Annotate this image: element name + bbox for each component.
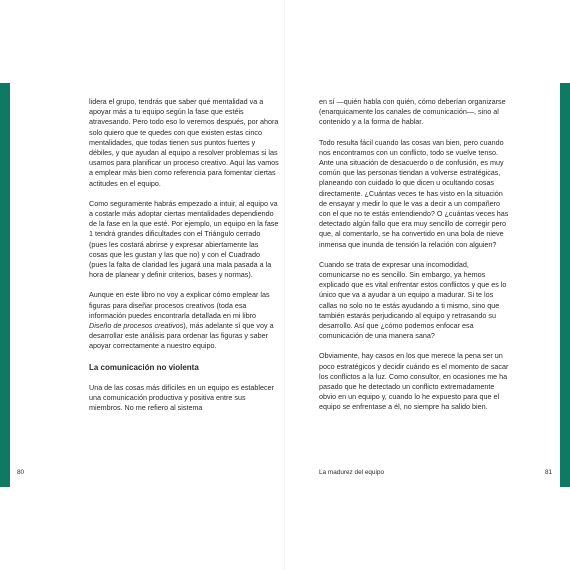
paragraph: lidera el grupo, tendrás que saber qué mentalidad va a apoyar más a tu equipo según la fase que estéis atravesando. Pero todo eso lo veremos después, por ahora solo quiero que te quedes con que existen estas cinco mentalidades, que todas tienen sus puntos fuertes y débiles, y que ayudan al equipo a resolver problemas si las usamos para planificar un proceso creativo. Aquí las vamos a emplear más bien como referencia para fomentar ciertas actitudes en el equipo. xyxy=(89,97,279,188)
page-gutter xyxy=(284,0,285,570)
left-edge-color-band xyxy=(0,83,10,487)
paragraph-text: Aunque en este libro no voy a explicar cómo emplear las figuras para diseñar procesos creativos (toda esa información puedes encontrarla detallada en mi libro xyxy=(89,290,270,320)
paragraph: Una de las cosas más difíciles en un equipo es establecer una comunicación productiva y positiva entre sus miembros. No me refiero al sistema xyxy=(89,382,274,413)
right-page-text xyxy=(319,97,511,423)
page-number-right: 81 xyxy=(545,469,553,476)
paragraph: Como seguramente habrás empezado a intuir, al equipo va a costarle más adoptar ciertas mentalidades dependiendo de la fase en la que esté. Por ejemplo, un equipo en la fase 1 tendrá grandes dificultades con el Triángulo cerrado (pues les costará abrirse y expresar abiertamente las cosas que les gustan y las que no) y con el Cuadrado (pues la falta de claridad les jugará una mala pasada a la hora de planear y definir criterios, bases y normas). xyxy=(89,198,279,280)
paragraph: Obviamente, hay casos en los que merece la pena ser un poco estratégicos y decidir cuándo es el momento de sacar los conflictos a la luz. Como consultor, en ocasiones me ha pasado que he detectado un conflicto extremadamente obvio en un equipo y, cuando lo he expuesto para que el equipo se enfrentase a él, no siempre ha salido bien. xyxy=(319,351,509,412)
paragraph: Todo resulta fácil cuando las cosas van bien, pero cuando nos encontramos con un conflicto, todo se vuelve tenso. Ante una situación de desacuerdo o de confusión, es muy común que las personas tiendan a volverse estratégicas, planeando con cuidado lo que dicen u ocultando cosas directamente. ¿Cuántas veces te has visto en la situación de ensayar y medir lo que le vas a decir a un compañero con el que no te estás entendiendo? O ¿cuántas veces has detectado algún fallo que era muy sencillo de corregir pero que, al comentarlo, se ha convertido en una bola de nieve inmensa que inunda de tensión la relación con alguien? xyxy=(319,137,509,249)
running-head: La madurez del equipo xyxy=(319,469,385,476)
right-edge-color-band xyxy=(560,83,570,487)
left-page-text xyxy=(89,97,279,423)
paragraph xyxy=(89,290,279,351)
section-heading: La comunicación no violenta xyxy=(89,362,199,372)
paragraph: Cuando se trata de expresar una incomodidad, comunicarse no es sencillo. Sin embargo, ya hemos explicado que es vital enfrentar estos conflictos y que es lo único que va a ayudar a un equipo a madurar. Si te los callas no solo no te estás ayudando a ti mismo, sino que también estarás perjudicando al equipo y retrasando su desarrollo. Así que ¿cómo podemos enfocar esa comunicación de una manera sana? xyxy=(319,259,507,341)
paragraph-text: ), más adelante sí que voy a desarrollar este análisis para ordenar las figuras y saber apoyar correctamente a nuestro equipo. xyxy=(89,321,274,351)
book-title: Diseño de procesos creativos xyxy=(89,321,184,331)
page-number-left: 80 xyxy=(17,469,25,476)
paragraph: en sí —quién habla con quién, cómo deberían organizarse (enarquicamente los canales de comunicación—, sino al contenido y a la forma de hablar. xyxy=(319,97,506,127)
